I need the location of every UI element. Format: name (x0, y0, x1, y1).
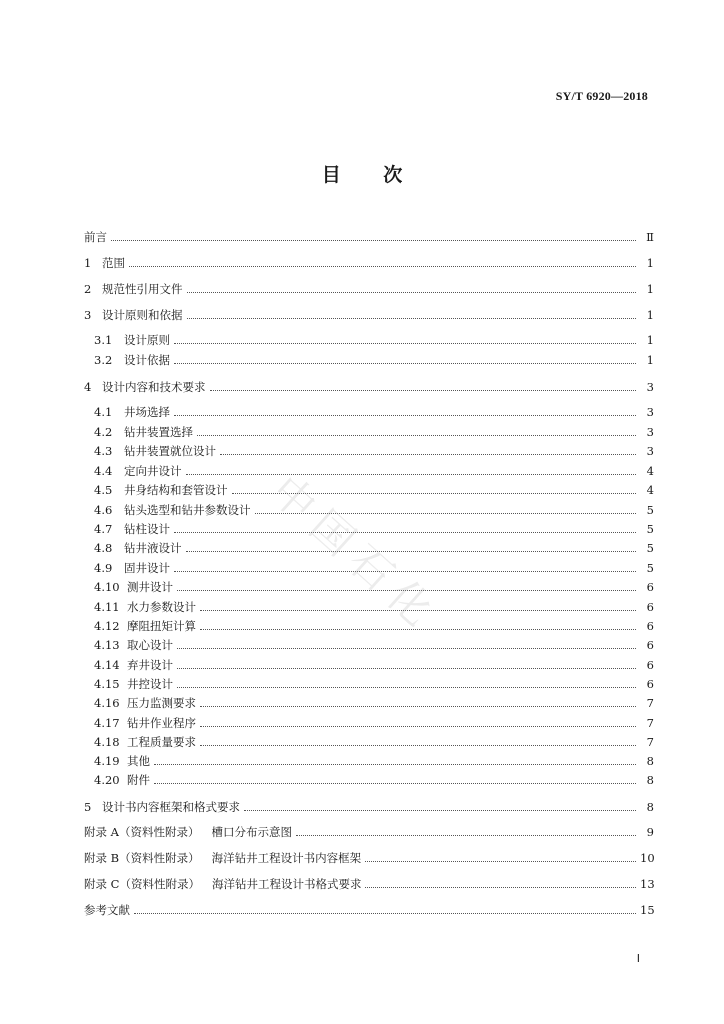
toc-leader-dots (200, 725, 636, 727)
toc-entry[interactable] (94, 462, 654, 480)
toc-entry-page: 6 (646, 619, 654, 633)
toc-entry-number: 4.15 (94, 677, 120, 691)
toc-entry-page: 5 (646, 522, 654, 536)
toc-entry-page: 10 (640, 851, 655, 865)
toc-entry[interactable] (94, 559, 654, 577)
toc-leader-dots (200, 628, 636, 630)
toc-entry-label: 钻井液设计 (124, 541, 182, 555)
toc-entry-label: 钻头选型和钻井参数设计 (124, 503, 251, 517)
toc-entry-number: 4.1 (94, 405, 113, 419)
toc-entry-label: 摩阻扭矩计算 (127, 619, 196, 633)
toc-entry-page: 6 (646, 658, 654, 672)
toc-entry-number: 4.14 (94, 658, 120, 672)
toc-entry[interactable] (94, 331, 654, 349)
toc-entry-page: 1 (646, 333, 654, 347)
toc-entry[interactable] (94, 714, 654, 732)
toc-leader-dots (154, 782, 636, 784)
toc-entry[interactable] (84, 254, 654, 272)
toc-entry-page: 9 (646, 825, 654, 839)
toc-entry-label: 测井设计 (127, 580, 173, 594)
toc-entry-number: 4.4 (94, 464, 113, 478)
toc-entry[interactable] (94, 675, 654, 693)
toc-entry[interactable] (84, 823, 654, 841)
toc-entry[interactable] (94, 752, 654, 770)
toc-entry[interactable] (84, 901, 654, 919)
page-title: 目 次 (321, 164, 403, 186)
toc-entry-label: 设计内容和技术要求 (102, 380, 206, 394)
toc-entry-label: 槽口分布示意图 (211, 825, 292, 839)
toc-entry-label: 附件 (127, 773, 150, 787)
toc-entry-number: 4.11 (94, 600, 120, 614)
toc-entry[interactable] (94, 733, 654, 751)
toc-leader-dots (129, 265, 636, 267)
toc-entry[interactable] (94, 501, 654, 519)
toc-entry-number: 4.17 (94, 716, 120, 730)
toc-entry[interactable] (84, 306, 654, 324)
toc-entry-number: 3.2 (94, 353, 113, 367)
toc-entry-page: 3 (646, 444, 654, 458)
toc-entry-page: 8 (646, 754, 654, 768)
toc-entry[interactable] (94, 520, 654, 538)
toc-entry-page: 8 (646, 800, 654, 814)
toc-entry[interactable] (84, 280, 654, 298)
toc-leader-dots (174, 362, 636, 364)
toc-entry-label: 定向井设计 (124, 464, 182, 478)
toc-entry-page: 1 (646, 282, 654, 296)
toc-entry-number: 4.20 (94, 773, 120, 787)
toc-entry[interactable] (94, 442, 654, 460)
toc-leader-dots (174, 342, 636, 344)
toc-entry-page: 1 (646, 353, 654, 367)
toc-entry[interactable] (94, 598, 654, 616)
toc-entry-page: 8 (646, 773, 654, 787)
toc-entry-number: 附录 B（资料性附录） (84, 851, 200, 865)
toc-leader-dots (200, 705, 636, 707)
toc-entry[interactable] (84, 875, 654, 893)
toc-entry-label: 海洋钻井工程设计书格式要求 (211, 877, 362, 891)
toc-entry-page: 1 (646, 256, 654, 270)
toc-entry-number: 4.2 (94, 425, 113, 439)
toc-entry-page: 3 (646, 405, 654, 419)
toc-entry-number: 4.9 (94, 561, 113, 575)
toc-leader-dots (134, 912, 636, 914)
toc-entry[interactable] (94, 351, 654, 369)
toc-leader-dots (187, 317, 637, 319)
toc-entry[interactable] (94, 403, 654, 421)
toc-entry-page: 6 (646, 677, 654, 691)
toc-entry-number: 5 (84, 800, 92, 814)
toc-leader-dots (296, 834, 636, 836)
toc-entry-label: 设计依据 (124, 353, 170, 367)
toc-entry-label: 设计原则 (124, 333, 170, 347)
toc-entry-page: 13 (640, 877, 655, 891)
toc-leader-dots (177, 647, 636, 649)
toc-entry-number: 4 (84, 380, 92, 394)
toc-entry-page: 6 (646, 580, 654, 594)
toc-entry-label: 钻井作业程序 (127, 716, 196, 730)
toc-entry-page: 7 (646, 735, 654, 749)
toc-entry[interactable] (94, 423, 654, 441)
toc-leader-dots (177, 686, 636, 688)
toc-entry[interactable] (94, 656, 654, 674)
toc-entry-label: 井控设计 (127, 677, 173, 691)
toc-entry-label: 前言 (84, 230, 107, 244)
toc-entry-label: 井身结构和套管设计 (124, 483, 228, 497)
toc-entry-label: 钻柱设计 (124, 522, 170, 536)
toc-entry[interactable] (84, 849, 654, 867)
toc-entry-page: 5 (646, 541, 654, 555)
toc-entry-number: 4.16 (94, 696, 120, 710)
toc-entry-number: 4.12 (94, 619, 120, 633)
toc-entry-number: 4.7 (94, 522, 113, 536)
toc-entry-page: 4 (646, 483, 654, 497)
toc-entry-page: 5 (646, 503, 654, 517)
toc-entry-number: 4.3 (94, 444, 113, 458)
toc-entry-page: 7 (646, 716, 654, 730)
toc-entry-label: 弃井设计 (127, 658, 173, 672)
toc-entry-page: 4 (646, 464, 654, 478)
toc-entry[interactable] (94, 694, 654, 712)
toc-entry-page: 6 (646, 638, 654, 652)
toc-entry-page: 3 (646, 425, 654, 439)
toc-entry-label: 压力监测要求 (127, 696, 196, 710)
toc-entry-number: 4.13 (94, 638, 120, 652)
toc-leader-dots (365, 886, 636, 888)
toc-leader-dots (200, 744, 636, 746)
toc-entry-label: 工程质量要求 (127, 735, 196, 749)
toc-entry[interactable] (94, 539, 654, 557)
page-number: Ⅰ (636, 953, 640, 965)
toc-entry-number: 4.6 (94, 503, 113, 517)
toc-entry-label: 范围 (102, 256, 125, 270)
toc-leader-dots (232, 492, 637, 494)
toc-leader-dots (244, 809, 636, 811)
toc-entry[interactable] (94, 578, 654, 596)
toc-leader-dots (174, 570, 636, 572)
toc-entry[interactable] (84, 798, 654, 816)
toc-entry[interactable] (94, 771, 654, 789)
toc-entry-number: 2 (84, 282, 92, 296)
toc-leader-dots (186, 473, 637, 475)
toc-entry-number: 3 (84, 308, 92, 322)
toc-entry-number: 4.19 (94, 754, 120, 768)
toc-leader-dots (174, 531, 636, 533)
toc-entry-number: 4.5 (94, 483, 113, 497)
toc-entry-number: 附录 A（资料性附录） (84, 825, 200, 839)
toc-entry[interactable] (94, 481, 654, 499)
toc-entry-page: 7 (646, 696, 654, 710)
toc-entry-label: 参考文献 (84, 903, 130, 917)
toc-leader-dots (111, 239, 636, 241)
toc-entry-label: 其他 (127, 754, 150, 768)
toc-entry-number: 3.1 (94, 333, 113, 347)
toc-entry-label: 钻井装置选择 (124, 425, 193, 439)
toc-entry-label: 规范性引用文件 (102, 282, 183, 296)
toc-entry-label: 海洋钻井工程设计书内容框架 (211, 851, 362, 865)
toc-leader-dots (177, 667, 636, 669)
toc-leader-dots (174, 414, 636, 416)
toc-leader-dots (186, 550, 637, 552)
toc-entry[interactable] (84, 378, 654, 396)
toc-entry-number: 4.10 (94, 580, 120, 594)
toc-entry-label: 水力参数设计 (127, 600, 196, 614)
standard-number: SY/T 6920—2018 (555, 89, 648, 103)
toc-entry-page: 15 (640, 903, 655, 917)
toc-leader-dots (220, 453, 636, 455)
toc-entry[interactable] (84, 228, 654, 246)
toc-entry-page: 3 (646, 380, 654, 394)
toc-leader-dots (365, 860, 636, 862)
toc-leader-dots (197, 434, 636, 436)
toc-leader-dots (200, 609, 636, 611)
toc-entry-label: 固井设计 (124, 561, 170, 575)
toc-entry[interactable] (94, 617, 654, 635)
toc-entry-label: 设计书内容框架和格式要求 (102, 800, 240, 814)
toc-leader-dots (255, 512, 637, 514)
toc-entry-number: 附录 C（资料性附录） (84, 877, 200, 891)
toc-entry-number: 4.18 (94, 735, 120, 749)
toc-leader-dots (210, 389, 637, 391)
toc-entry[interactable] (94, 636, 654, 654)
toc-entry-number: 4.8 (94, 541, 113, 555)
toc-leader-dots (154, 763, 636, 765)
toc-entry-page: 6 (646, 600, 654, 614)
toc-entry-page: Ⅱ (646, 230, 654, 244)
toc-entry-label: 设计原则和依据 (102, 308, 183, 322)
toc-leader-dots (177, 589, 636, 591)
toc-entry-page: 1 (646, 308, 654, 322)
toc-entry-label: 钻井装置就位设计 (124, 444, 216, 458)
toc-leader-dots (187, 291, 637, 293)
watermark: 中国石化 (261, 465, 450, 642)
toc-entry-number: 1 (84, 256, 92, 270)
toc-entry-page: 5 (646, 561, 654, 575)
toc-entry-label: 井场选择 (124, 405, 170, 419)
toc-entry-label: 取心设计 (127, 638, 173, 652)
